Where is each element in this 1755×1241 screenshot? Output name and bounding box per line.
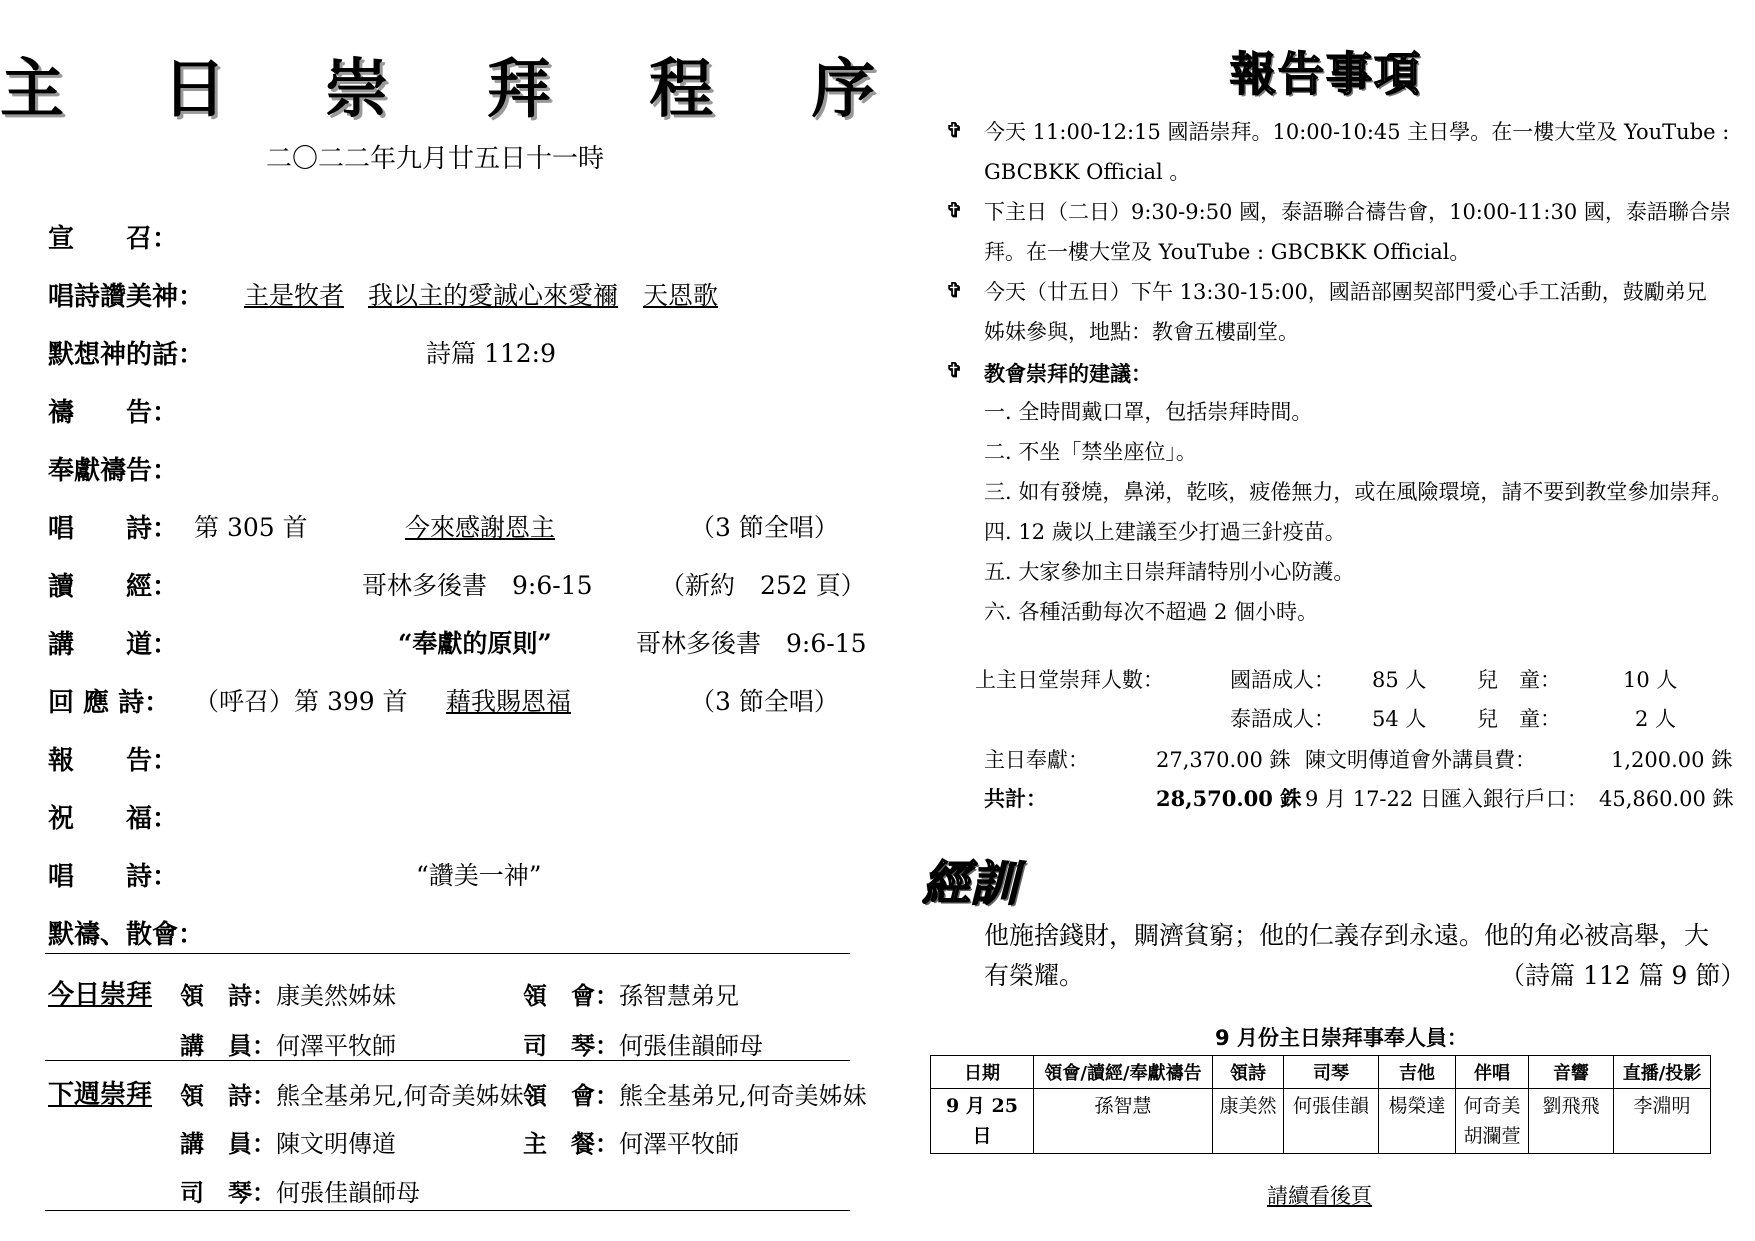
- table-cell: 何奇美 胡瀾萱: [1456, 1089, 1529, 1154]
- suggestions-title: 教會崇拜的建議：: [984, 361, 1152, 386]
- divider: [45, 1210, 850, 1211]
- report-label: 報 告：: [48, 746, 179, 776]
- response-label: 回 應 詩：: [48, 688, 171, 718]
- sermon-reference: 哥林多後書 9:6-15: [636, 629, 867, 658]
- verse-line-2: 有榮耀。: [984, 961, 1085, 990]
- next-speaker-label: 講 員：: [180, 1129, 276, 1158]
- speaker-fee-amount: 1,200.00 銖: [1611, 748, 1733, 772]
- page-title: 主 日 崇 拜 程 序: [0, 52, 914, 127]
- column-header: 伴唱: [1456, 1056, 1529, 1089]
- today-piano-label: 司 琴：: [523, 1031, 619, 1060]
- today-piano: 何張佳韻師母: [619, 1032, 763, 1060]
- verse-reference: （詩篇 112 篇 9 節）: [1500, 961, 1746, 990]
- announcement-2: 下主日（二日）9:30-9:50 國，泰語聯合禱告會，10:00-11:30 國，泰語聯合崇 拜。在一樓大堂及 YouTube : GBCBKK Official。: [984, 200, 1731, 264]
- table-cell: 康美然: [1213, 1089, 1284, 1154]
- thai-adults-label: 泰語成人：: [1230, 707, 1335, 731]
- table-cell: 楊榮達: [1379, 1089, 1456, 1154]
- verse-line-1: 他施捨錢財，賙濟貧窮；他的仁義存到永遠。他的角必被高舉，大: [984, 921, 1710, 950]
- total-label: 共計：: [984, 786, 1047, 811]
- column-header: 吉他: [1379, 1056, 1456, 1089]
- service-date: 二〇二二年九月廿五日十一時: [265, 144, 604, 174]
- hymn-note: （3 節全唱）: [690, 513, 839, 542]
- offering-label: 主日奉獻：: [984, 748, 1089, 772]
- sermon-label: 講 道：: [48, 630, 179, 660]
- suggestion-item: 四. 12 歲以上建議至少打過三針疫苗。: [984, 520, 1346, 544]
- today-service-title: 今日崇拜: [48, 980, 153, 1010]
- blessing-label: 祝 福：: [48, 804, 179, 834]
- announcements-title: 報告事項: [1230, 47, 1422, 101]
- next-piano-label: 司 琴：: [180, 1178, 276, 1207]
- column-header: 直播/投影: [1614, 1056, 1711, 1089]
- next-communion: 何澤平牧師: [619, 1130, 739, 1158]
- announcement-1: 今天 11:00-12:15 國語崇拜。10:00-10:45 主日學。在一樓大堂及 YouTube : GBCBKK Official 。: [984, 120, 1730, 184]
- suggestion-item: 三. 如有發燒，鼻涕，乾咳，疲倦無力，或在風險環境，請不要到教堂參加崇拜。: [984, 480, 1733, 504]
- reading-note: （新約 252 頁）: [660, 571, 866, 600]
- response-note: （3 節全唱）: [690, 687, 839, 716]
- suggestion-item: 五. 大家參加主日崇拜請特別小心防護。: [984, 560, 1355, 584]
- verse-title: 經訓: [922, 856, 1019, 912]
- next-speaker: 陳文明傳道: [276, 1130, 396, 1158]
- next-lead-poem-label: 領 詩：: [180, 1081, 276, 1110]
- thai-adults: 54 人: [1372, 707, 1427, 731]
- total-amount: 28,570.00 銖: [1156, 786, 1302, 811]
- suggestion-item: 二. 不坐「禁坐座位」。: [984, 440, 1197, 464]
- suggestion-list: [984, 392, 1744, 632]
- response-number: （呼召）第 399 首: [194, 687, 408, 716]
- bank-deposit-label: 9 月 17-22 日匯入銀行戶口：: [1305, 787, 1588, 811]
- children-label: 兒 童：: [1477, 707, 1561, 731]
- announcement-3: 今天（廿五日）下午 13:30-15:00，國語部團契部門愛心手工活動，鼓勵弟兄 姊妹參與，地點：教會五樓副堂。: [984, 280, 1707, 344]
- cross-icon: ✞: [946, 278, 963, 302]
- column-header: 領詩: [1213, 1056, 1284, 1089]
- column-header: 司琴: [1284, 1056, 1379, 1089]
- table-header-row: [931, 1056, 1711, 1089]
- column-header: 音響: [1529, 1056, 1614, 1089]
- suggestion-item: 六. 各種活動每次不超過 2 個小時。: [984, 600, 1319, 624]
- dismiss-label: 默禱、散會：: [48, 920, 205, 950]
- mandarin-children: 10 人: [1623, 668, 1678, 692]
- praise-song-2: 我以主的愛誠心來愛禰: [368, 281, 619, 310]
- today-speaker: 何澤平牧師: [276, 1032, 396, 1060]
- suggestion-item: 一. 全時間戴口罩，包括崇拜時間。: [984, 400, 1313, 424]
- hymn-label: 唱 詩：: [48, 514, 179, 544]
- today-lead-meeting-label: 領 會：: [523, 981, 619, 1010]
- table-cell: 9 月 25 日: [931, 1089, 1034, 1154]
- duty-title: 9 月份主日崇拜事奉人員：: [1215, 1026, 1468, 1050]
- hymn2-value: “讚美一神”: [416, 861, 542, 890]
- today-lead-poem: 康美然姊妹: [276, 982, 396, 1010]
- response-title: 藉我賜恩福: [446, 687, 572, 716]
- next-communion-label: 主 餐：: [523, 1129, 619, 1158]
- prayer-label: 禱 告：: [48, 398, 179, 428]
- next-service-title: 下週崇拜: [48, 1080, 153, 1110]
- reading-value: 哥林多後書 9:6-15: [362, 571, 593, 600]
- speaker-fee-label: 陳文明傳道會外講員費：: [1305, 748, 1536, 772]
- today-lead-poem-label: 領 詩：: [180, 981, 276, 1010]
- call-label: 宣 召：: [48, 224, 179, 254]
- children-label: 兒 童：: [1477, 668, 1561, 692]
- next-lead-poem: 熊全基弟兄,何奇美姊妹: [276, 1082, 524, 1110]
- offering-amount: 27,370.00 銖: [1156, 748, 1291, 772]
- praise-song-1: 主是牧者: [244, 281, 345, 310]
- next-lead-meeting-label: 領 會：: [523, 1081, 619, 1110]
- attendance-label: 上主日堂崇拜人數：: [975, 668, 1164, 692]
- table-cell: 孫智慧: [1034, 1089, 1213, 1154]
- next-piano: 何張佳韻師母: [276, 1179, 420, 1207]
- offering-prayer-label: 奉獻禱告：: [48, 456, 179, 486]
- cross-icon: ✞: [946, 118, 963, 142]
- sermon-title: “奉獻的原則”: [398, 629, 552, 658]
- continue-link[interactable]: 請續看後頁: [1267, 1184, 1372, 1208]
- meditate-value: 詩篇 112:9: [426, 339, 556, 368]
- table-cell: 劉飛飛: [1529, 1089, 1614, 1154]
- today-speaker-label: 講 員：: [180, 1031, 276, 1060]
- praise-song-3: 天恩歌: [643, 281, 719, 310]
- thai-children: 2 人: [1635, 707, 1677, 731]
- cross-icon: ✞: [946, 198, 963, 222]
- column-header: 領會/讀經/奉獻禱告: [1034, 1056, 1213, 1089]
- divider: [45, 1060, 850, 1061]
- reading-label: 讀 經：: [48, 572, 179, 602]
- cross-icon: ✞: [946, 358, 963, 382]
- column-header: 日期: [931, 1056, 1034, 1089]
- bank-deposit-amount: 45,860.00 銖: [1599, 787, 1734, 811]
- mandarin-adults: 85 人: [1372, 668, 1427, 692]
- today-lead-meeting: 孫智慧弟兄: [619, 982, 739, 1010]
- table-cell: 何張佳韻: [1284, 1089, 1379, 1154]
- divider: [45, 953, 850, 954]
- hymn-title: 今來感謝恩主: [405, 513, 556, 542]
- hymn2-label: 唱 詩：: [48, 862, 179, 892]
- meditate-label: 默想神的話：: [48, 340, 205, 370]
- duty-table: [930, 1055, 1711, 1154]
- table-cell: 李淵明: [1614, 1089, 1711, 1154]
- next-lead-meeting: 熊全基弟兄,何奇美姊妹: [619, 1082, 867, 1110]
- table-row: [931, 1089, 1711, 1154]
- praise-label: 唱詩讚美神：: [48, 282, 205, 312]
- hymn-number: 第 305 首: [194, 513, 308, 542]
- mandarin-adults-label: 國語成人：: [1230, 668, 1335, 692]
